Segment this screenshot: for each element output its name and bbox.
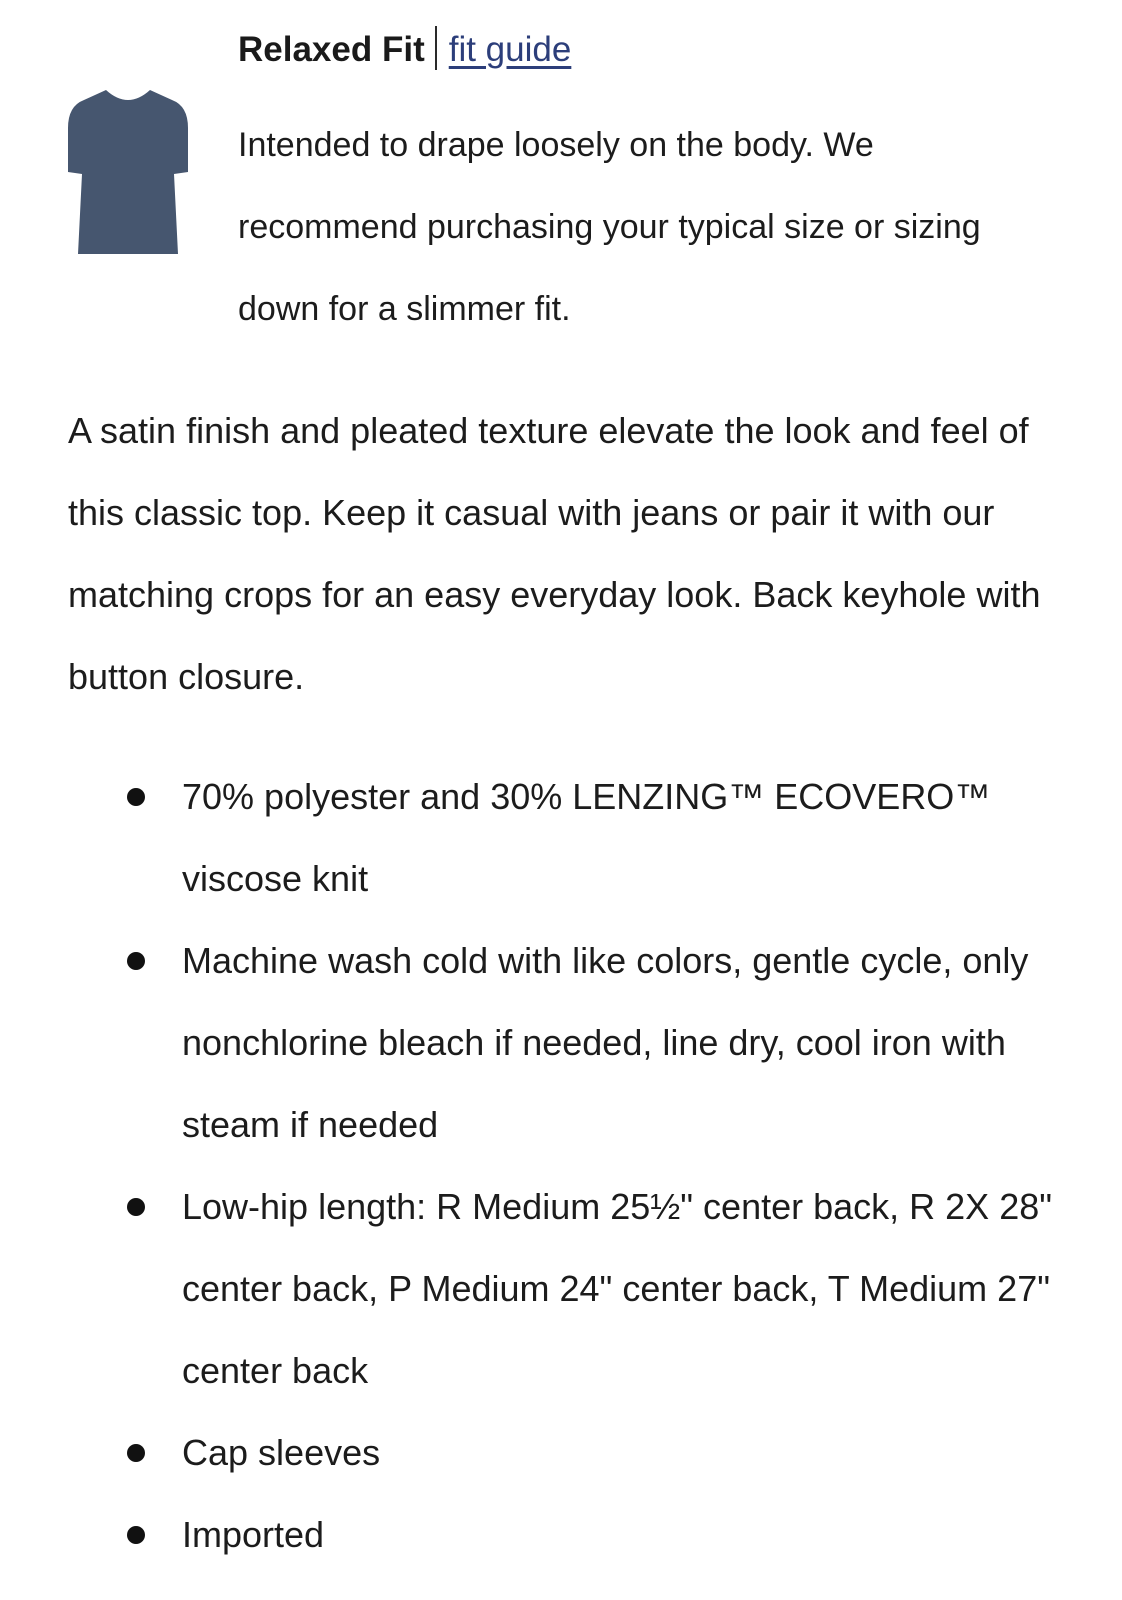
bullet-icon: [127, 1526, 145, 1544]
fit-guide-link[interactable]: fit guide: [448, 30, 572, 69]
fit-separator: [435, 26, 437, 70]
feature-text: 70% polyester and 30% LENZING™ ECOVERO™ viscose knit: [182, 776, 991, 899]
feature-text: Machine wash cold with like colors, gentle cycle, only nonchlorine bleach if needed, line dry, cool iron with steam if needed: [182, 940, 1029, 1145]
fit-info-section: [0, 0, 1122, 360]
product-description: A satin finish and pleated texture elevate the look and feel of this classic top. Keep it casual with jeans or pair it with our matching crops for an easy everyday look. Back keyhole with button closure.: [68, 410, 1041, 697]
feature-item: [0, 756, 1122, 920]
fit-description: Intended to drape loosely on the body. We recommend purchasing your typical size or sizing down for a slimmer fit.: [238, 126, 981, 328]
feature-text: Imported: [182, 1514, 325, 1555]
bullet-icon: [127, 1198, 145, 1216]
feature-item: [0, 920, 1122, 1166]
bullet-icon: [127, 1444, 145, 1462]
feature-item: [0, 1494, 1122, 1576]
relaxed-fit-shirt-icon: [62, 86, 194, 262]
feature-text: Low-hip length: R Medium 25½" center back, R 2X 28" center back, P Medium 24" center back, T Medium 27" center back: [182, 1186, 1053, 1391]
feature-text: Cap sleeves: [182, 1432, 381, 1473]
bullet-icon: [127, 788, 145, 806]
fit-name: Relaxed Fit: [238, 30, 425, 69]
fit-header: [238, 22, 1058, 78]
feature-item: [0, 1412, 1122, 1494]
bullet-icon: [127, 952, 145, 970]
feature-list: [0, 756, 1122, 1576]
feature-item: [0, 1166, 1122, 1412]
fit-text: [238, 22, 1058, 350]
